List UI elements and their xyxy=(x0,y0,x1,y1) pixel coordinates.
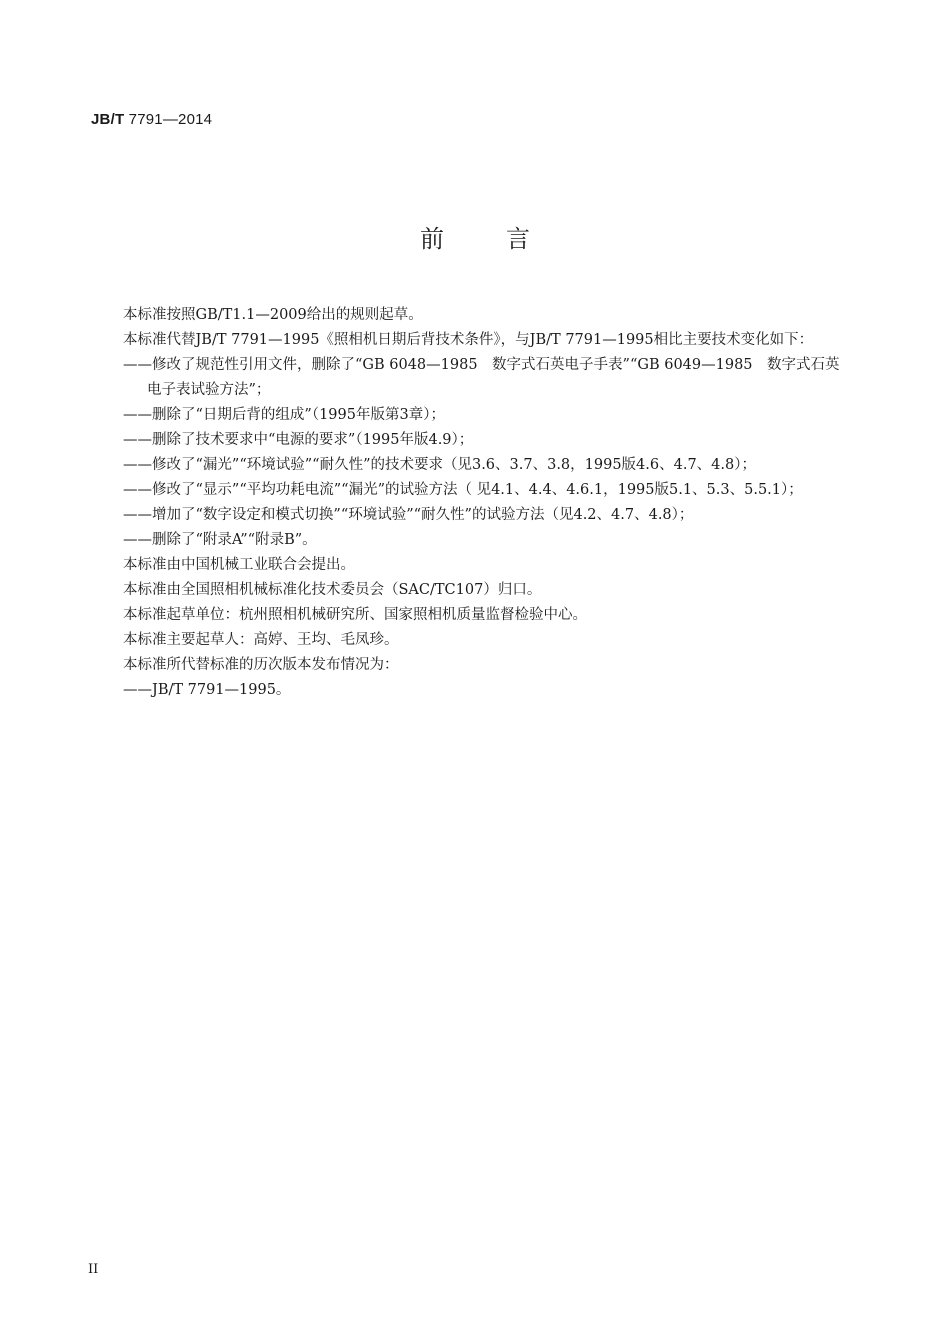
change-list-item: ——修改了“显示”“平均功耗电流”“漏光”的试验方法（ 见4.1、4.4、4.6.1，1995版5.1、5.3、5.5.1）； xyxy=(123,482,803,498)
change-list-item: ——删除了技术要求中“电源的要求”（1995年版4.9）； xyxy=(123,432,474,448)
paragraph-replacement-statement: 本标准代替JB/T 7791—1995《照相机日期后背技术条件》，与JB/T 7791—1995相比主要技术变化如下： xyxy=(123,332,814,348)
page-title xyxy=(0,219,950,254)
change-list-item: ——增加了“数字设定和模式切换”“环境试验”“耐久性”的试验方法（见4.2、4.7、4.8）； xyxy=(123,507,694,523)
change-list-item: ——删除了“附录A”“附录B”。 xyxy=(123,532,317,548)
foreword-body xyxy=(91,303,851,703)
version-history-item: ——JB/T 7791—1995。 xyxy=(123,682,291,698)
paragraph-drafting-rules: 本标准按照GB/T1.1—2009给出的规则起草。 xyxy=(123,307,423,323)
paragraph-drafting-organizations: 本标准起草单位：杭州照相机械研究所、国家照相机质量监督检验中心。 xyxy=(123,607,587,623)
document-code-prefix: JB/T xyxy=(91,111,125,128)
paragraph-proposer: 本标准由中国机械工业联合会提出。 xyxy=(123,557,355,573)
paragraph-drafters: 本标准主要起草人：高婷、王均、毛凤珍。 xyxy=(123,632,399,648)
document-code-number: 7791—2014 xyxy=(124,111,213,128)
paragraph-version-history-intro: 本标准所代替标准的历次版本发布情况为： xyxy=(123,657,399,673)
page-title-char-2: 言 xyxy=(506,225,530,253)
change-list-item: ——修改了规范性引用文件，删除了“GB 6048—1985 数字式石英电子手表”“GB 6049—1985 数字式石英电子表试验方法”； xyxy=(123,357,840,398)
page-title-char-1: 前 xyxy=(420,225,444,253)
page-number: II xyxy=(88,1262,99,1277)
paragraph-technical-committee: 本标准由全国照相机械标准化技术委员会（SAC/TC107）归口。 xyxy=(123,582,542,598)
document-code-header xyxy=(91,111,212,128)
change-list-item: ——删除了“日期后背的组成”（1995年版第3章）； xyxy=(123,407,445,423)
change-list-item: ——修改了“漏光”“环境试验”“耐久性”的技术要求（见3.6、3.7、3.8，1995版4.6、4.7、4.8）； xyxy=(123,457,756,473)
